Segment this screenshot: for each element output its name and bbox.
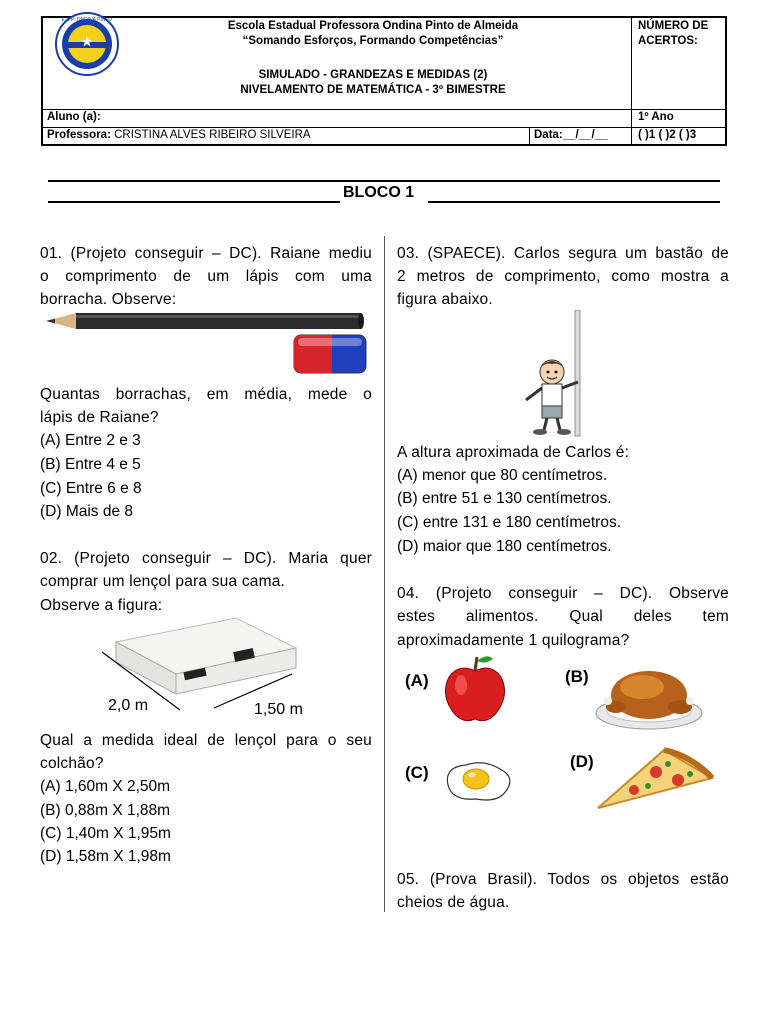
q5-line-2: cheios de água. <box>397 894 510 911</box>
year-label: 1º Ano <box>638 111 674 123</box>
q2-line-3: Observe a figura: <box>40 597 163 614</box>
score-column-divider <box>631 18 632 144</box>
school-logo <box>55 12 119 76</box>
q1-question-1: Quantas borrachas, em média, mede o <box>40 386 372 403</box>
separator-line <box>48 180 720 182</box>
date-cell-divider <box>529 127 530 144</box>
q4-line-2: estes alimentos. Qual deles tem <box>397 608 729 625</box>
q3-option-d: (D) maior que 180 centímetros. <box>397 538 612 555</box>
year-options: ( )1 ( )2 ( )3 <box>638 129 697 141</box>
row-divider <box>43 127 725 128</box>
q3-option-c: (C) entre 131 e 180 centímetros. <box>397 514 622 531</box>
roast-chicken-illustration <box>594 657 704 740</box>
q2-option-d: (D) 1,58m X 1,98m <box>40 848 171 865</box>
q1-line-2: o comprimento de um lápis com uma <box>40 268 372 285</box>
q3-option-a: (A) menor que 80 centímetros. <box>397 467 608 484</box>
q4-line-1: 04. (Projeto conseguir – DC). Observe <box>397 585 729 602</box>
q1-option-c: (C) Entre 6 e 8 <box>40 480 142 497</box>
eraser-illustration <box>292 333 368 380</box>
q3-line-2: 2 metros de comprimento, como mostra a <box>397 268 729 285</box>
q1-option-b: (B) Entre 4 e 5 <box>40 456 141 473</box>
block-title: BLOCO 1 <box>343 184 415 201</box>
q2-line-2: comprar um lençol para sua cama. <box>40 573 286 590</box>
mattress-length-label: 1,50 m <box>254 701 303 718</box>
school-name: Escola Estadual Professora Ondina Pinto de Almeida <box>227 20 519 32</box>
teacher-name: CRISTINA ALVES RIBEIRO SILVEIRA <box>114 129 311 141</box>
q5-line-1: 05. (Prova Brasil). Todos os objetos estão <box>397 871 729 888</box>
q3-option-b: (B) entre 51 e 130 centímetros. <box>397 490 612 507</box>
q2-question-2: colchão? <box>40 755 104 772</box>
q3-line-1: 03. (SPAECE). Carlos segura um bastão de <box>397 245 729 262</box>
q2-option-a: (A) 1,60m X 2,50m <box>40 778 171 795</box>
column-divider <box>384 236 385 912</box>
date-field: Data:__/__/__ <box>534 129 608 141</box>
student-label: Aluno (a): <box>47 111 101 123</box>
fried-egg-illustration <box>440 757 516 810</box>
q3-line-3: figura abaixo. <box>397 291 493 308</box>
q4-line-3: aproximadamente 1 quilograma? <box>397 632 630 649</box>
boy-with-stick-illustration <box>522 310 602 443</box>
separator-line <box>428 201 720 203</box>
q1-option-d: (D) Mais de 8 <box>40 503 134 520</box>
school-motto: “Somando Esforços, Formando Competências” <box>242 35 504 47</box>
q1-line-3: borracha. Observe: <box>40 291 177 308</box>
q3-question: A altura aproximada de Carlos é: <box>397 444 630 461</box>
svg-text:E.E.P. ONDINA PINTO: E.E.P. ONDINA PINTO <box>61 17 113 23</box>
q1-line-1: 01. (Projeto conseguir – DC). Raiane mediu <box>40 245 372 262</box>
q2-option-c: (C) 1,40m X 1,95m <box>40 825 171 842</box>
separator-line <box>48 201 340 203</box>
exam-title: SIMULADO - GRANDEZAS E MEDIDAS (2) <box>258 69 488 81</box>
q2-line-1: 02. (Projeto conseguir – DC). Maria quer <box>40 550 372 567</box>
food-label-b: (B) <box>565 667 589 686</box>
food-label-c: (C) <box>405 763 429 782</box>
q1-option-a: (A) Entre 2 e 3 <box>40 432 141 449</box>
score-label-2: ACERTOS: <box>638 35 698 47</box>
row-divider <box>43 109 725 110</box>
header-table <box>41 16 727 146</box>
exam-level: NIVELAMENTO DE MATEMÁTICA - 3º BIMESTRE <box>240 84 506 96</box>
q2-option-b: (B) 0,88m X 1,88m <box>40 802 171 819</box>
teacher-label: Professora: <box>47 129 111 141</box>
pizza-slice-illustration <box>594 744 716 819</box>
score-label: NÚMERO DE <box>638 20 709 32</box>
food-label-a: (A) <box>405 671 429 690</box>
mattress-width-label: 2,0 m <box>108 697 149 714</box>
q2-question-1: Qual a medida ideal de lençol para o seu <box>40 732 372 749</box>
teacher-row <box>47 129 311 141</box>
apple-illustration <box>441 653 509 730</box>
food-label-d: (D) <box>570 752 594 771</box>
q1-question-2: lápis de Raiane? <box>40 409 159 426</box>
